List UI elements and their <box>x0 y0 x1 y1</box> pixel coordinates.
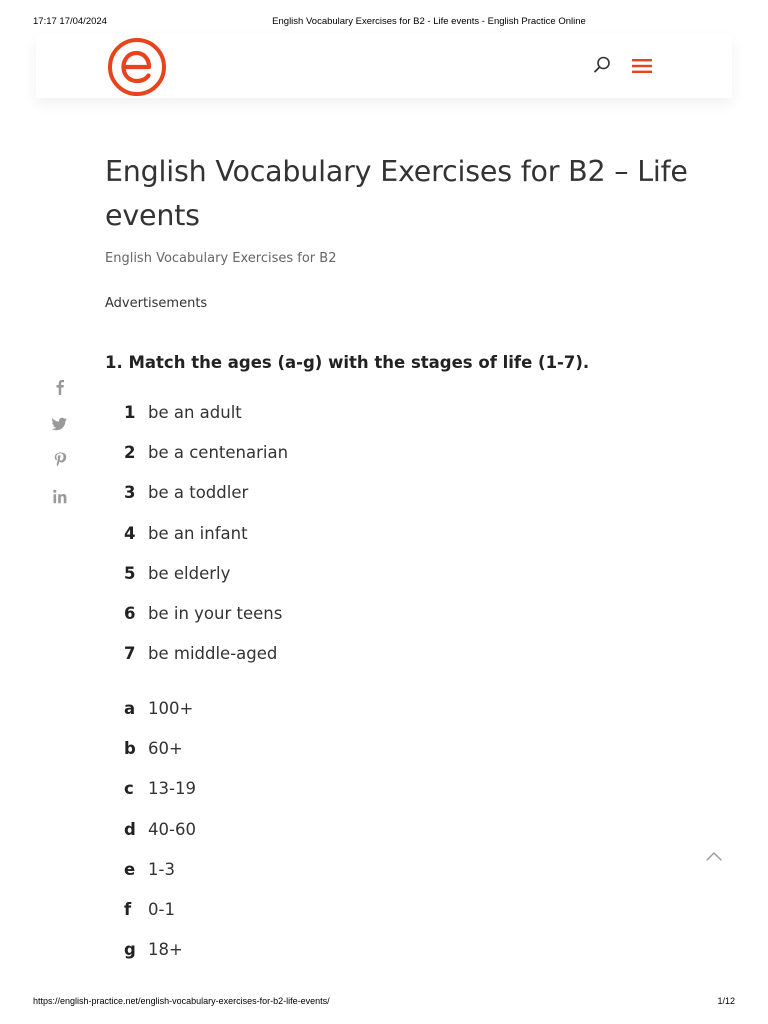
ages-list <box>124 699 524 980</box>
print-page-number: 1/12 <box>717 996 735 1006</box>
item-number: 3 <box>124 483 136 503</box>
list-item <box>124 524 524 564</box>
stages-list <box>124 403 524 684</box>
item-text: 60+ <box>148 739 183 759</box>
hamburger-menu-icon[interactable] <box>630 56 654 76</box>
site-logo[interactable] <box>107 37 167 97</box>
item-number: 4 <box>124 523 136 543</box>
social-share-bar <box>48 376 72 522</box>
item-number: 7 <box>124 644 136 664</box>
list-item <box>124 820 524 860</box>
search-icon[interactable] <box>591 54 613 76</box>
list-item <box>124 860 524 900</box>
page-title: English Vocabulary Exercises for B2 – Life events <box>105 155 688 232</box>
list-item <box>124 779 524 819</box>
item-letter: d <box>124 819 136 839</box>
list-item <box>124 403 524 443</box>
item-number: 6 <box>124 603 136 623</box>
item-text: 1-3 <box>148 859 175 879</box>
list-item <box>124 940 524 980</box>
item-letter: f <box>124 899 132 919</box>
item-text: be middle-aged <box>148 644 278 664</box>
item-text: 0-1 <box>148 899 175 919</box>
item-number: 5 <box>124 563 136 583</box>
twitter-icon[interactable] <box>48 413 72 435</box>
item-text: 18+ <box>148 940 183 960</box>
list-item <box>124 564 524 604</box>
linkedin-icon[interactable] <box>48 486 72 508</box>
item-letter: g <box>124 940 136 960</box>
item-letter: b <box>124 739 136 759</box>
item-text: be a toddler <box>148 483 249 503</box>
item-text: be a centenarian <box>148 443 289 463</box>
item-text: 13-19 <box>148 779 196 799</box>
advertisements-label: Advertisements <box>105 296 208 311</box>
site-header <box>36 34 732 98</box>
list-item <box>124 644 524 684</box>
chevron-up-icon[interactable] <box>704 848 724 864</box>
item-text: be elderly <box>148 563 231 583</box>
exercise-title: 1. Match the ages (a-g) with the stages of life (1-7). <box>105 353 590 372</box>
list-item <box>124 483 524 523</box>
print-url: https://english-practice.net/english-vocabulary-exercises-for-b2-life-events/ <box>33 996 330 1006</box>
list-item <box>124 900 524 940</box>
list-item <box>124 699 524 739</box>
item-letter: e <box>124 859 136 879</box>
list-item <box>124 443 524 483</box>
facebook-icon[interactable] <box>48 376 72 398</box>
print-timestamp: 17:17 17/04/2024 <box>33 16 107 27</box>
item-letter: a <box>124 699 136 718</box>
pinterest-icon[interactable] <box>48 449 72 471</box>
item-text: be an adult <box>148 403 242 422</box>
print-document-title: English Vocabulary Exercises for B2 - Life events - English Practice Online <box>272 16 586 27</box>
category-link[interactable]: English Vocabulary Exercises for B2 <box>105 251 337 266</box>
item-text: 40-60 <box>148 819 196 839</box>
item-letter: c <box>124 779 134 799</box>
list-item <box>124 739 524 779</box>
list-item <box>124 604 524 644</box>
item-text: be an infant <box>148 523 248 543</box>
item-number: 2 <box>124 443 136 463</box>
item-number: 1 <box>124 403 136 422</box>
item-text: be in your teens <box>148 603 283 623</box>
item-text: 100+ <box>148 699 194 718</box>
